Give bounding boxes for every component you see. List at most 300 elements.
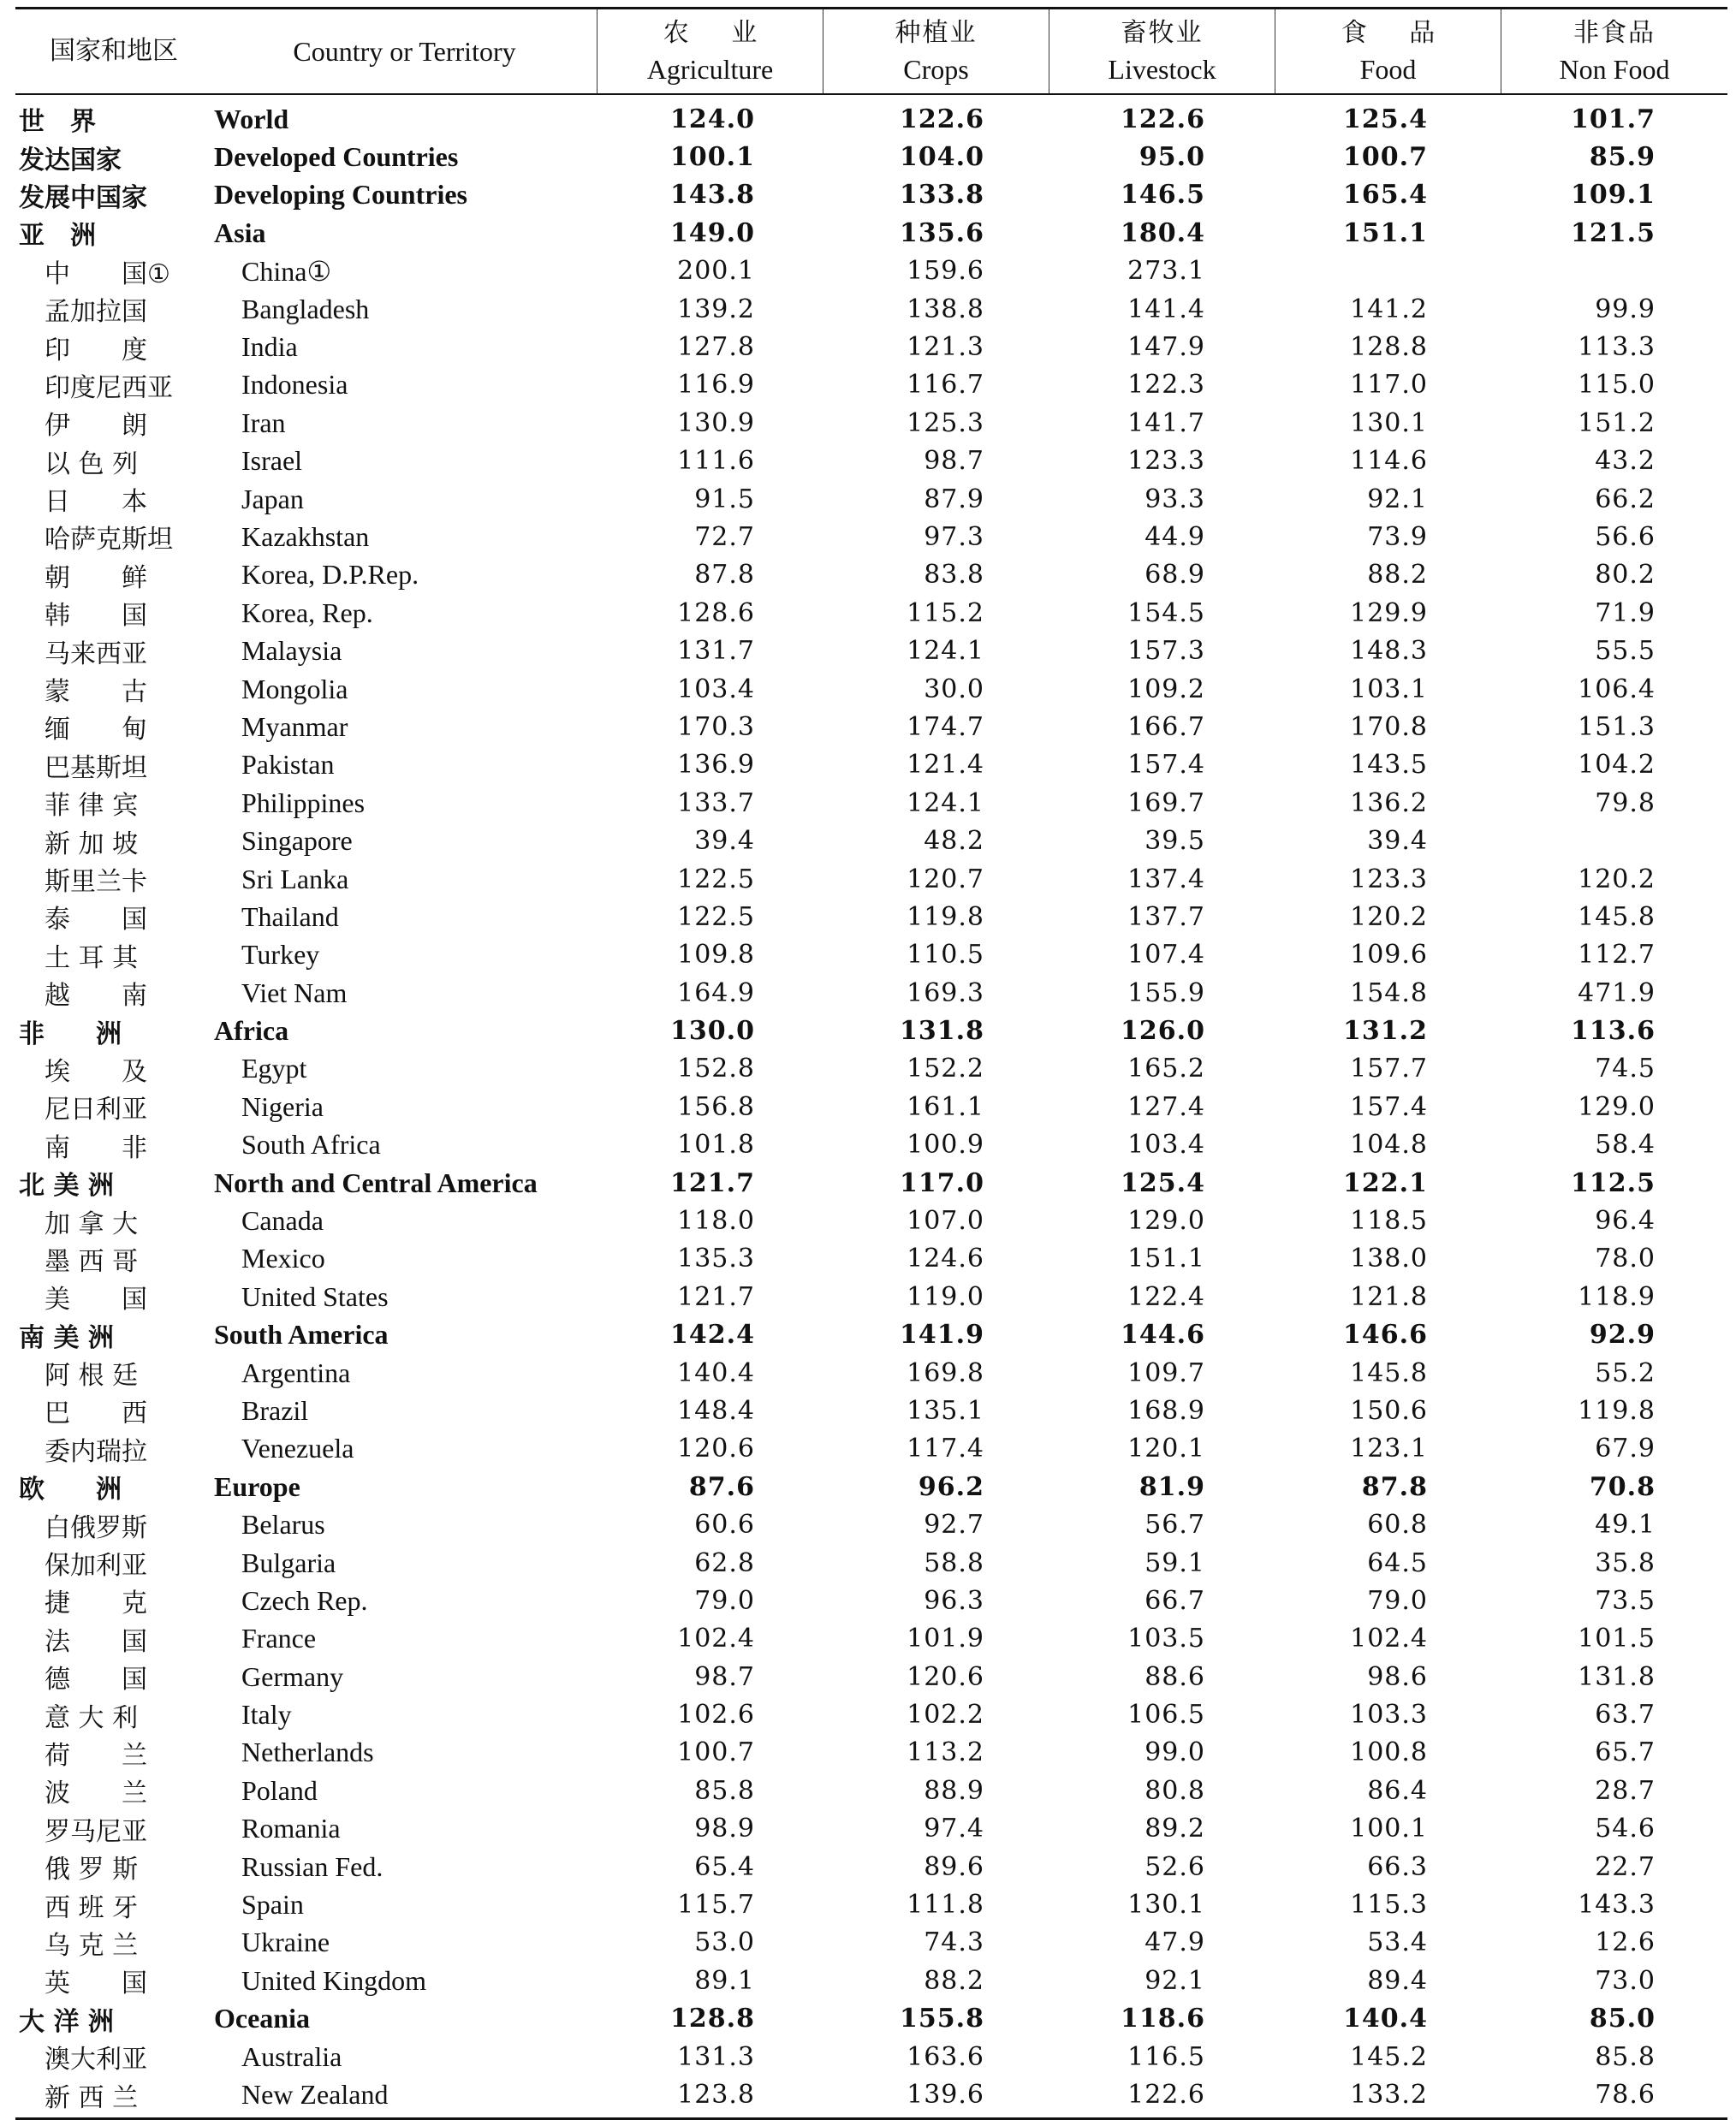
region-row xyxy=(15,1468,1727,1505)
row-name-chinese: 墨 西 哥 xyxy=(45,1246,139,1277)
livestock-cell: 44.9 xyxy=(1144,521,1205,552)
row-name-chinese: 澳大利亚 xyxy=(45,2045,147,2075)
food-cell: 98.6 xyxy=(1367,1661,1428,1692)
crops-cell: 121.3 xyxy=(907,332,984,363)
agriculture-cell: 98.7 xyxy=(694,1661,755,1692)
non-food-cell: 58.4 xyxy=(1595,1130,1656,1161)
crops-cell: 89.6 xyxy=(924,1851,984,1882)
food-cell: 128.8 xyxy=(1350,332,1428,363)
row-name-english: Singapore xyxy=(241,825,353,857)
row-name-chinese: 伊 朗 xyxy=(45,411,147,442)
region-row xyxy=(15,176,1727,214)
food-cell: 133.2 xyxy=(1350,2080,1428,2110)
food-cell: 66.3 xyxy=(1367,1851,1428,1882)
food-cell: 138.0 xyxy=(1350,1244,1428,1274)
food-cell: 145.8 xyxy=(1350,1357,1428,1388)
row-name-english: France xyxy=(241,1623,317,1654)
crops-cell: 169.3 xyxy=(907,977,984,1008)
food-cell: 125.4 xyxy=(1343,104,1428,134)
row-name-english: Kazakhstan xyxy=(241,520,370,552)
row-name-chinese: 波 兰 xyxy=(45,1779,147,1809)
crops-cell: 102.2 xyxy=(907,1700,984,1731)
row-name-english: Russian Fed. xyxy=(241,1850,383,1882)
non-food-cell: 85.9 xyxy=(1589,142,1656,173)
non-food-cell: 28.7 xyxy=(1595,1775,1656,1806)
crops-cell: 163.6 xyxy=(907,2041,984,2072)
non-food-cell: 49.1 xyxy=(1595,1510,1656,1541)
crops-cell: 107.0 xyxy=(907,1206,984,1237)
agriculture-cell: 135.3 xyxy=(677,1244,755,1274)
row-name-chinese: 巴 西 xyxy=(45,1398,147,1429)
agriculture-cell: 100.1 xyxy=(670,142,755,173)
livestock-cell: 155.9 xyxy=(1127,977,1205,1008)
non-food-cell: 115.0 xyxy=(1578,370,1656,401)
row-name-chinese: 土 耳 其 xyxy=(45,942,139,973)
crops-cell: 141.9 xyxy=(900,1320,984,1351)
food-cell: 89.4 xyxy=(1367,1965,1428,1996)
row-name-chinese: 阿 根 廷 xyxy=(45,1361,139,1392)
row-name-english: Netherlands xyxy=(241,1737,374,1768)
agriculture-cell: 115.7 xyxy=(677,1890,755,1921)
region-row xyxy=(15,1316,1727,1354)
row-name-chinese: 斯里兰卡 xyxy=(45,867,147,897)
region-row xyxy=(15,100,1727,138)
agriculture-cell: 85.8 xyxy=(694,1775,755,1806)
header-crops: 种植业 Crops xyxy=(823,9,1049,93)
row-name-english: Poland xyxy=(241,1774,318,1806)
non-food-cell: 71.9 xyxy=(1595,597,1656,628)
livestock-cell: 146.5 xyxy=(1121,180,1205,211)
food-cell: 150.6 xyxy=(1350,1395,1428,1426)
row-name-english: Egypt xyxy=(241,1053,307,1084)
row-name-english: Myanmar xyxy=(241,710,348,742)
row-name-english: South Africa xyxy=(241,1129,381,1161)
livestock-cell: 141.4 xyxy=(1127,294,1205,324)
livestock-cell: 147.9 xyxy=(1127,332,1205,363)
row-name-chinese: 罗马尼亚 xyxy=(45,1816,147,1847)
row-name-chinese: 发展中国家 xyxy=(19,182,147,213)
food-cell: 100.1 xyxy=(1350,1814,1428,1844)
agriculture-cell: 124.0 xyxy=(670,104,755,134)
row-name-chinese: 孟加拉国 xyxy=(45,297,147,328)
country-row xyxy=(15,860,1727,898)
livestock-cell: 81.9 xyxy=(1139,1471,1205,1502)
row-name-chinese: 尼日利亚 xyxy=(45,1095,147,1125)
crops-cell: 119.8 xyxy=(907,901,984,932)
crops-cell: 124.1 xyxy=(907,636,984,667)
agriculture-cell: 122.5 xyxy=(677,864,755,894)
agriculture-cell: 136.9 xyxy=(677,750,755,781)
country-row xyxy=(15,1354,1727,1392)
crops-cell: 110.5 xyxy=(907,940,984,971)
agriculture-cell: 87.6 xyxy=(688,1471,755,1502)
non-food-cell: 99.9 xyxy=(1595,294,1656,324)
row-name-english: Brazil xyxy=(241,1394,309,1426)
crops-cell: 138.8 xyxy=(907,294,984,324)
non-food-cell: 120.2 xyxy=(1578,864,1656,894)
food-cell: 130.1 xyxy=(1350,407,1428,438)
header-non-food: 非食品 Non Food xyxy=(1559,18,1670,85)
row-name-english: Romania xyxy=(241,1813,341,1844)
row-name-chinese: 德 国 xyxy=(45,1665,147,1695)
row-name-english: Bangladesh xyxy=(241,293,370,324)
crops-cell: 96.3 xyxy=(924,1585,984,1616)
row-name-chinese: 白俄罗斯 xyxy=(45,1512,147,1543)
country-row xyxy=(15,252,1727,290)
food-cell: 79.0 xyxy=(1367,1585,1428,1616)
livestock-cell: 80.8 xyxy=(1144,1775,1205,1806)
livestock-cell: 141.7 xyxy=(1127,407,1205,438)
crops-cell: 117.0 xyxy=(900,1167,984,1198)
crops-cell: 98.7 xyxy=(924,446,984,477)
country-row xyxy=(15,290,1727,328)
food-cell: 148.3 xyxy=(1350,636,1428,667)
non-food-cell: 55.5 xyxy=(1595,636,1656,667)
country-row xyxy=(15,1734,1727,1772)
agriculture-cell: 143.8 xyxy=(670,180,755,211)
non-food-cell: 151.2 xyxy=(1578,407,1656,438)
region-row xyxy=(15,1164,1727,1202)
country-row xyxy=(15,784,1727,822)
non-food-cell: 85.0 xyxy=(1589,2004,1656,2034)
agriculture-cell: 130.0 xyxy=(670,1016,755,1047)
non-food-cell: 65.7 xyxy=(1595,1737,1656,1768)
agriculture-cell: 103.4 xyxy=(677,674,755,704)
crops-cell: 74.3 xyxy=(924,1927,984,1958)
non-food-cell: 101.5 xyxy=(1578,1624,1656,1654)
food-cell: 120.2 xyxy=(1350,901,1428,932)
crops-cell: 30.0 xyxy=(924,674,984,704)
row-name-english: South America xyxy=(214,1319,389,1351)
livestock-cell: 103.4 xyxy=(1127,1130,1205,1161)
crops-cell: 120.6 xyxy=(907,1661,984,1692)
row-name-chinese: 南 非 xyxy=(45,1132,147,1163)
country-row xyxy=(15,670,1727,708)
livestock-cell: 95.0 xyxy=(1139,142,1205,173)
agriculture-cell: 87.8 xyxy=(694,560,755,591)
livestock-cell: 137.4 xyxy=(1127,864,1205,894)
row-name-chinese: 缅 甸 xyxy=(45,715,147,745)
crops-cell: 161.1 xyxy=(907,1091,984,1122)
region-row xyxy=(15,214,1727,252)
crops-cell: 159.6 xyxy=(907,256,984,287)
non-food-cell: 106.4 xyxy=(1578,674,1656,704)
food-cell: 154.8 xyxy=(1350,977,1428,1008)
row-name-english: India xyxy=(241,331,298,363)
non-food-cell: 121.5 xyxy=(1571,217,1656,248)
country-row xyxy=(15,480,1727,518)
row-name-chinese: 欧 洲 xyxy=(19,1475,122,1505)
non-food-cell: 66.2 xyxy=(1595,484,1656,514)
row-name-english: Argentina xyxy=(241,1357,351,1388)
non-food-cell: 54.6 xyxy=(1595,1814,1656,1844)
livestock-cell: 122.6 xyxy=(1121,104,1205,134)
crops-cell: 139.6 xyxy=(907,2080,984,2110)
agriculture-cell: 149.0 xyxy=(670,217,755,248)
livestock-cell: 144.6 xyxy=(1121,1320,1205,1351)
row-name-english: Pakistan xyxy=(241,749,335,781)
livestock-cell: 109.2 xyxy=(1127,674,1205,704)
country-row xyxy=(15,366,1727,404)
country-row xyxy=(15,2038,1727,2075)
row-name-chinese: 美 国 xyxy=(45,1285,147,1315)
livestock-cell: 126.0 xyxy=(1121,1016,1205,1047)
agriculture-cell: 102.6 xyxy=(677,1700,755,1731)
agriculture-cell: 62.8 xyxy=(694,1547,755,1578)
row-name-chinese: 哈萨克斯坦 xyxy=(45,525,173,555)
food-cell: 117.0 xyxy=(1350,370,1428,401)
row-name-chinese: 越 南 xyxy=(45,981,147,1012)
row-name-english: North and Central America xyxy=(214,1167,538,1198)
row-name-chinese: 亚 洲 xyxy=(19,221,96,252)
crops-cell: 115.2 xyxy=(907,597,984,628)
food-cell: 157.7 xyxy=(1350,1054,1428,1084)
crops-cell: 133.8 xyxy=(900,180,984,211)
row-name-chinese: 马来西亚 xyxy=(45,638,147,669)
non-food-cell: 56.6 xyxy=(1595,521,1656,552)
row-name-english: Europe xyxy=(214,1470,300,1502)
row-name-chinese: 捷 克 xyxy=(45,1589,147,1619)
non-food-cell: 80.2 xyxy=(1595,560,1656,591)
non-food-cell: 35.8 xyxy=(1595,1547,1656,1578)
country-row xyxy=(15,746,1727,784)
country-row xyxy=(15,1088,1727,1125)
food-cell: 102.4 xyxy=(1350,1624,1428,1654)
livestock-cell: 122.4 xyxy=(1127,1281,1205,1312)
agriculture-cell: 164.9 xyxy=(677,977,755,1008)
row-name-chinese: 新 加 坡 xyxy=(45,828,139,859)
livestock-cell: 157.4 xyxy=(1127,750,1205,781)
bottom-rule xyxy=(15,2117,1727,2120)
agriculture-cell: 120.6 xyxy=(677,1434,755,1464)
food-cell: 129.9 xyxy=(1350,597,1428,628)
row-name-english: Bulgaria xyxy=(241,1547,336,1578)
row-name-english: Thailand xyxy=(241,900,339,932)
livestock-cell: 107.4 xyxy=(1127,940,1205,971)
row-name-chinese: 意 大 利 xyxy=(45,1702,139,1733)
agriculture-cell: 122.5 xyxy=(677,901,755,932)
country-row xyxy=(15,442,1727,480)
row-name-english: New Zealand xyxy=(241,2079,389,2110)
livestock-cell: 59.1 xyxy=(1144,1547,1205,1578)
row-name-chinese: 英 国 xyxy=(45,1969,147,1999)
food-cell: 136.2 xyxy=(1350,787,1428,818)
food-cell: 115.3 xyxy=(1350,1890,1428,1921)
food-cell: 103.1 xyxy=(1350,674,1428,704)
crops-cell: 131.8 xyxy=(900,1016,984,1047)
livestock-cell: 154.5 xyxy=(1127,597,1205,628)
crops-cell: 87.9 xyxy=(924,484,984,514)
row-name-english: Australia xyxy=(241,2040,342,2072)
crops-cell: 116.7 xyxy=(907,370,984,401)
agriculture-cell: 98.9 xyxy=(694,1814,755,1844)
livestock-cell: 109.7 xyxy=(1127,1357,1205,1388)
agriculture-cell: 133.7 xyxy=(677,787,755,818)
country-row xyxy=(15,404,1727,442)
food-cell: 118.5 xyxy=(1350,1206,1428,1237)
food-cell: 88.2 xyxy=(1367,560,1428,591)
crops-cell: 96.2 xyxy=(918,1471,984,1502)
livestock-cell: 93.3 xyxy=(1144,484,1205,514)
agriculture-cell: 128.8 xyxy=(670,2004,755,2034)
country-row xyxy=(15,1810,1727,1848)
crops-cell: 97.4 xyxy=(924,1814,984,1844)
agriculture-cell: 123.8 xyxy=(677,2080,755,2110)
statistics-table xyxy=(15,7,1727,2120)
agriculture-cell: 131.3 xyxy=(677,2041,755,2072)
country-row xyxy=(15,1582,1727,1619)
food-cell: 146.6 xyxy=(1343,1320,1428,1351)
country-row xyxy=(15,898,1727,935)
country-row xyxy=(15,1505,1727,1543)
region-row xyxy=(15,138,1727,175)
livestock-cell: 56.7 xyxy=(1144,1510,1205,1541)
agriculture-cell: 127.8 xyxy=(677,332,755,363)
livestock-cell: 273.1 xyxy=(1127,256,1205,287)
country-row xyxy=(15,1620,1727,1658)
row-name-chinese: 巴基斯坦 xyxy=(45,752,147,783)
row-name-chinese: 法 国 xyxy=(45,1626,147,1657)
agriculture-cell: 156.8 xyxy=(677,1091,755,1122)
crops-cell: 169.8 xyxy=(907,1357,984,1388)
row-name-chinese: 菲 律 宾 xyxy=(45,791,139,822)
row-name-chinese: 俄 罗 斯 xyxy=(45,1855,139,1885)
region-row xyxy=(15,1012,1727,1049)
row-name-chinese: 日 本 xyxy=(45,487,147,518)
country-row xyxy=(15,1278,1727,1315)
agriculture-cell: 131.7 xyxy=(677,636,755,667)
non-food-cell: 73.0 xyxy=(1595,1965,1656,1996)
livestock-cell: 130.1 xyxy=(1127,1890,1205,1921)
crops-cell: 111.8 xyxy=(907,1890,984,1921)
row-name-english: Mexico xyxy=(241,1243,325,1274)
livestock-cell: 106.5 xyxy=(1127,1700,1205,1731)
food-cell: 114.6 xyxy=(1350,446,1428,477)
row-name-chinese: 西 班 牙 xyxy=(45,1892,139,1923)
row-name-english: United States xyxy=(241,1280,389,1312)
country-row xyxy=(15,1962,1727,1999)
non-food-cell: 101.7 xyxy=(1571,104,1656,134)
country-row xyxy=(15,1924,1727,1962)
row-name-english: Africa xyxy=(214,1015,289,1047)
row-name-chinese: 中 国① xyxy=(45,258,170,289)
crops-cell: 113.2 xyxy=(907,1737,984,1768)
crops-cell: 117.4 xyxy=(907,1434,984,1464)
country-row xyxy=(15,1544,1727,1582)
crops-cell: 120.7 xyxy=(907,864,984,894)
livestock-cell: 127.4 xyxy=(1127,1091,1205,1122)
agriculture-cell: 65.4 xyxy=(694,1851,755,1882)
agriculture-cell: 102.4 xyxy=(677,1624,755,1654)
food-cell: 140.4 xyxy=(1343,2004,1428,2034)
non-food-cell: 70.8 xyxy=(1589,1471,1656,1502)
food-cell: 165.4 xyxy=(1343,180,1428,211)
food-cell: 170.8 xyxy=(1350,711,1428,742)
livestock-cell: 68.9 xyxy=(1144,560,1205,591)
livestock-cell: 99.0 xyxy=(1144,1737,1205,1768)
crops-cell: 155.8 xyxy=(900,2004,984,2034)
row-name-english: Developed Countries xyxy=(214,141,459,173)
country-row xyxy=(15,328,1727,365)
row-name-chinese: 荷 兰 xyxy=(45,1740,147,1771)
agriculture-cell: 118.0 xyxy=(677,1206,755,1237)
country-row xyxy=(15,518,1727,555)
row-name-english: Philippines xyxy=(241,787,366,818)
crops-cell: 122.6 xyxy=(900,104,984,134)
row-name-chinese: 发达国家 xyxy=(19,145,122,175)
livestock-cell: 169.7 xyxy=(1127,787,1205,818)
non-food-cell: 113.3 xyxy=(1578,332,1656,363)
livestock-cell: 137.7 xyxy=(1127,901,1205,932)
non-food-cell: 471.9 xyxy=(1578,977,1656,1008)
agriculture-cell: 142.4 xyxy=(670,1320,755,1351)
food-cell: 145.2 xyxy=(1350,2041,1428,2072)
country-row xyxy=(15,1202,1727,1239)
non-food-cell: 129.0 xyxy=(1578,1091,1656,1122)
agriculture-cell: 39.4 xyxy=(694,826,755,857)
livestock-cell: 103.5 xyxy=(1127,1624,1205,1654)
non-food-cell: 104.2 xyxy=(1578,750,1656,781)
food-cell: 86.4 xyxy=(1367,1775,1428,1806)
livestock-cell: 168.9 xyxy=(1127,1395,1205,1426)
non-food-cell: 74.5 xyxy=(1595,1054,1656,1084)
header-food: 食 品 Food xyxy=(1275,9,1501,93)
food-cell: 143.5 xyxy=(1350,750,1428,781)
country-row xyxy=(15,2075,1727,2113)
row-name-english: Japan xyxy=(241,483,304,514)
crops-cell: 101.9 xyxy=(907,1624,984,1654)
non-food-cell: 151.3 xyxy=(1578,711,1656,742)
header-cn-label: 国家和地区 xyxy=(50,36,178,66)
row-name-english: Ukraine xyxy=(241,1927,330,1958)
country-row xyxy=(15,1050,1727,1088)
row-name-english: Nigeria xyxy=(241,1090,324,1122)
livestock-cell: 66.7 xyxy=(1144,1585,1205,1616)
non-food-cell: 112.7 xyxy=(1578,940,1656,971)
row-name-chinese: 非 洲 xyxy=(19,1018,122,1049)
food-cell: 122.1 xyxy=(1343,1167,1428,1198)
non-food-cell: 118.9 xyxy=(1578,1281,1656,1312)
country-row xyxy=(15,556,1727,594)
crops-cell: 174.7 xyxy=(907,711,984,742)
crops-cell: 135.6 xyxy=(900,217,984,248)
header-en-label: Country or Territory xyxy=(212,9,597,93)
row-name-chinese: 保加利亚 xyxy=(45,1551,147,1582)
row-name-chinese: 泰 国 xyxy=(45,905,147,935)
food-cell: 123.3 xyxy=(1350,864,1428,894)
row-name-english: Oceania xyxy=(214,2003,310,2034)
non-food-cell: 119.8 xyxy=(1578,1395,1656,1426)
livestock-cell: 116.5 xyxy=(1127,2041,1205,2072)
row-name-chinese: 韩 国 xyxy=(45,601,147,632)
row-name-english: World xyxy=(214,103,289,134)
food-cell: 131.2 xyxy=(1343,1016,1428,1047)
crops-cell: 97.3 xyxy=(924,521,984,552)
agriculture-cell: 53.0 xyxy=(694,1927,755,1958)
row-name-chinese: 南 美 洲 xyxy=(19,1322,114,1353)
row-name-chinese: 印 度 xyxy=(45,335,147,365)
agriculture-cell: 130.9 xyxy=(677,407,755,438)
food-cell: 141.2 xyxy=(1350,294,1428,324)
food-cell: 92.1 xyxy=(1367,484,1428,514)
row-name-english: Belarus xyxy=(241,1509,325,1541)
row-name-english: Israel xyxy=(241,445,303,477)
row-name-chinese: 新 西 兰 xyxy=(45,2082,139,2113)
row-name-english: Asia xyxy=(214,217,266,248)
table-header xyxy=(15,9,1727,95)
non-food-cell: 78.0 xyxy=(1595,1244,1656,1274)
country-row xyxy=(15,1126,1727,1164)
